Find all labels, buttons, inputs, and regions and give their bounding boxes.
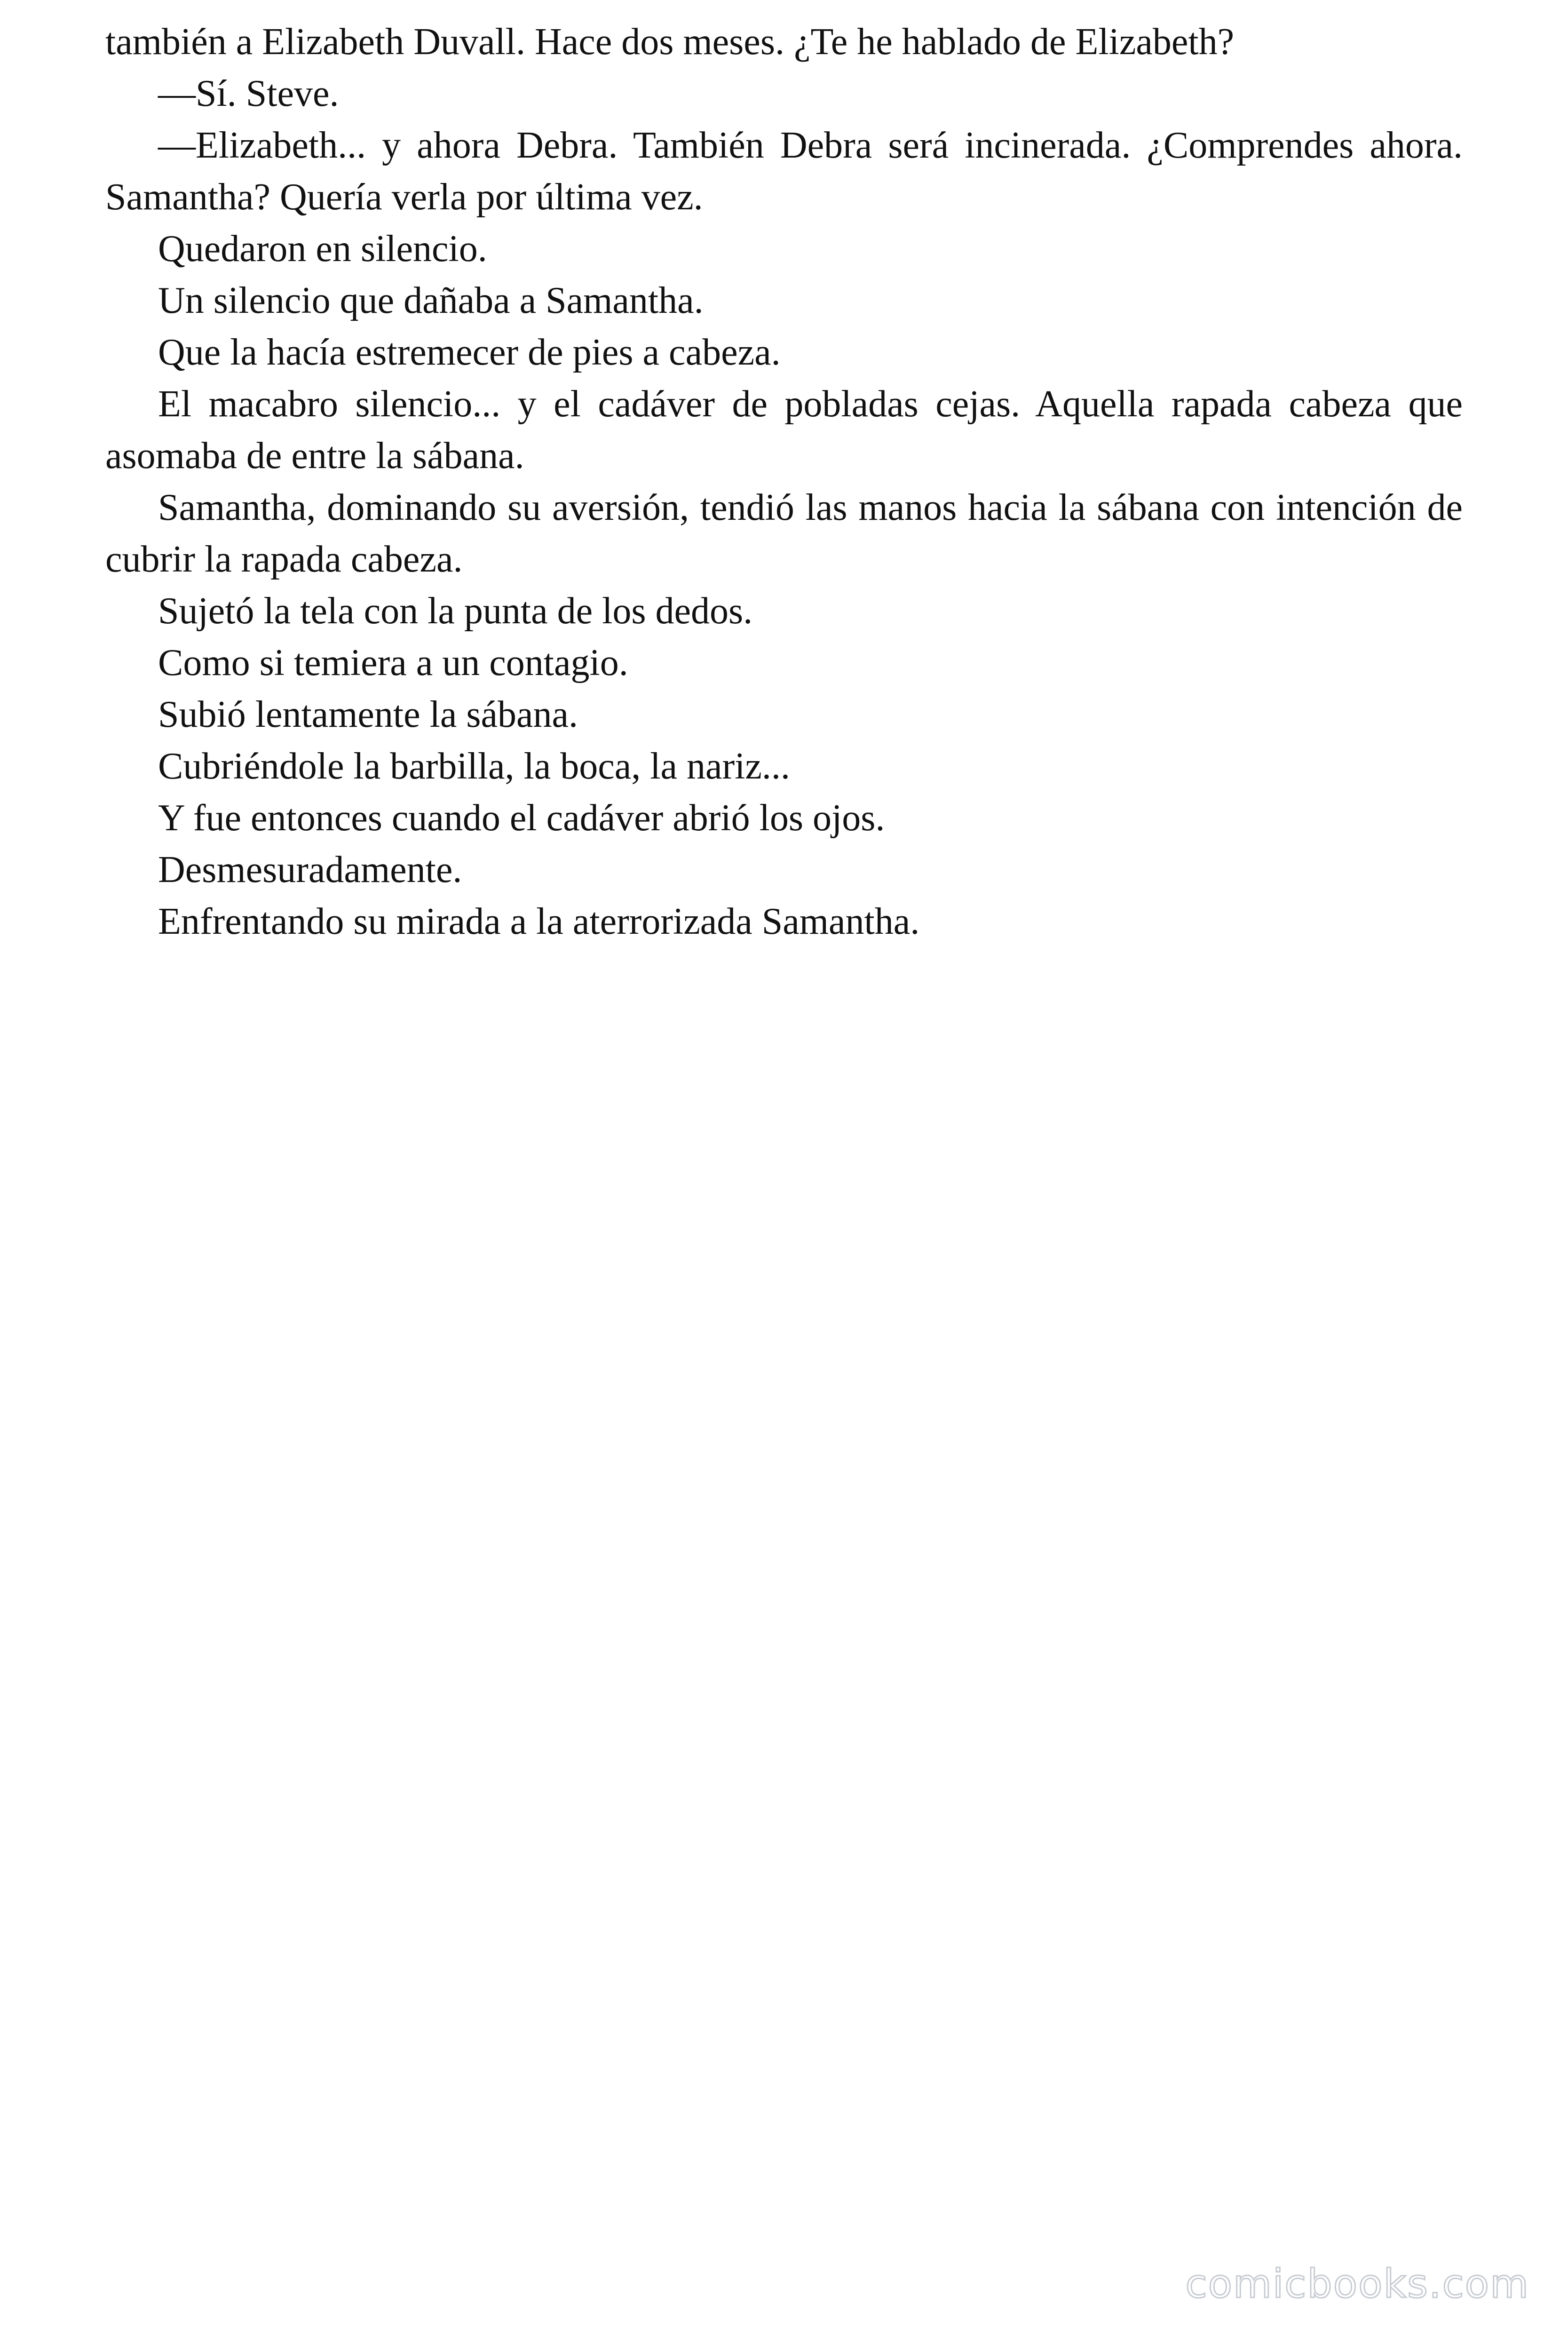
paragraph-dialogue-si-steve: —Sí. Steve. xyxy=(158,73,339,114)
paragraph-dialogue-elizabeth: —Elizabeth... y ahora Debra. También Debra será incinerada. ¿Comprendes ahora. Samantha? Quería verla por última vez. xyxy=(105,125,1463,218)
paragraph-estremecer: Que la hacía estremecer de pies a cabeza. xyxy=(158,332,781,373)
paragraph-macabro-silencio: El macabro silencio... y el cadáver de pobladas cejas. Aquella rapada cabeza que asomaba de entre la sábana. xyxy=(105,383,1463,477)
paragraph-quedaron: Quedaron en silencio. xyxy=(158,228,487,270)
page-body xyxy=(105,16,1463,947)
paragraph-un-silencio: Un silencio que dañaba a Samantha. xyxy=(158,280,704,321)
paragraph-samantha-aversion: Samantha, dominando su aversión, tendió las manos hacia la sábana con intención de cubrir la rapada cabeza. xyxy=(105,487,1463,580)
paragraph-cubriendole: Cubriéndole la barbilla, la boca, la nariz... xyxy=(158,746,790,787)
paragraph-subio-sabana: Subió lentamente la sábana. xyxy=(158,694,578,735)
paragraph-continuation: también a Elizabeth Duvall. Hace dos meses. ¿Te he hablado de Elizabeth? xyxy=(105,21,1235,63)
paragraph-abrio-los-ojos: Y fue entonces cuando el cadáver abrió los ojos. xyxy=(158,797,885,839)
paragraph-enfrentando-mirada: Enfrentando su mirada a la aterrorizada Samantha. xyxy=(158,901,920,942)
paragraph-sujeto-la-tela: Sujetó la tela con la punta de los dedos. xyxy=(158,590,753,632)
paragraph-desmesuradamente: Desmesuradamente. xyxy=(158,849,462,890)
watermark-text: comicbooks.com xyxy=(1185,2261,1529,2307)
paragraph-contagio: Como si temiera a un contagio. xyxy=(158,642,628,683)
